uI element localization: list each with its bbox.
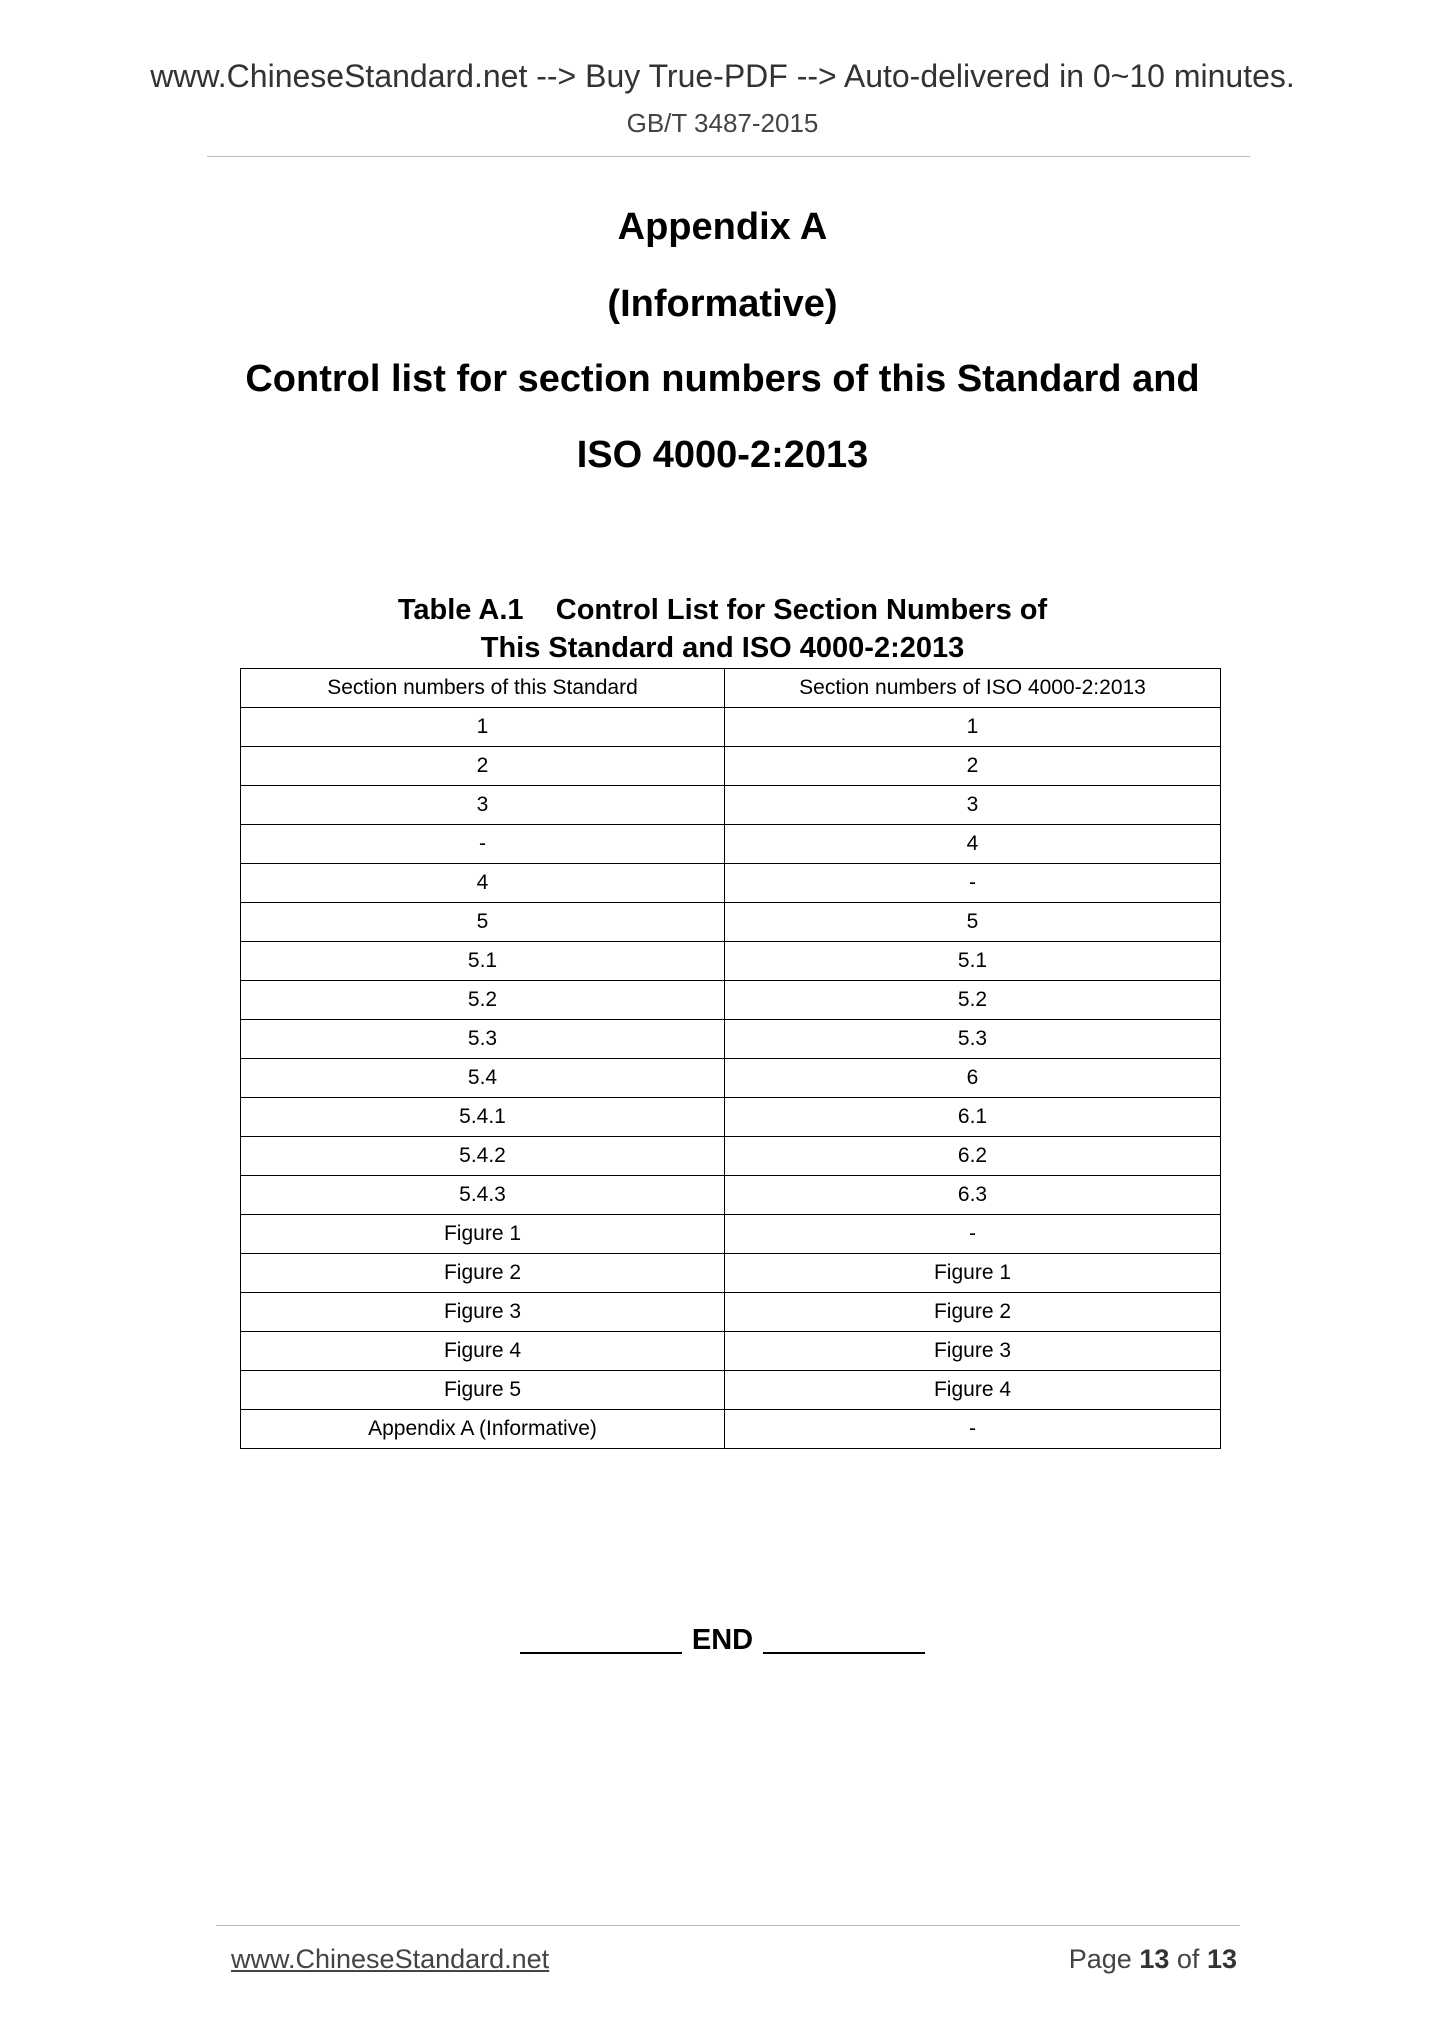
page-of: of [1176,1944,1200,1974]
cell-this-standard: 5.4.2 [241,1137,725,1176]
cell-this-standard: 2 [241,747,725,786]
cell-iso: 3 [725,786,1221,825]
cell-this-standard: 5.4.1 [241,1098,725,1137]
cell-iso: 1 [725,708,1221,747]
cell-iso: 4 [725,825,1221,864]
cell-this-standard: Appendix A (Informative) [241,1410,725,1449]
table-row [241,786,1221,825]
table-row [241,825,1221,864]
header-divider [207,156,1250,157]
end-label: END [691,1624,754,1656]
appendix-heading-line1: Control list for section numbers of this Standard and [245,358,1200,400]
cell-this-standard: 5.4.3 [241,1176,725,1215]
cell-iso: 2 [725,747,1221,786]
cell-iso: 6.2 [725,1137,1221,1176]
page-indicator [1069,1944,1237,1975]
end-rule-right [763,1652,925,1654]
table-row [241,1254,1221,1293]
cell-iso: Figure 3 [725,1332,1221,1371]
cell-iso: 5.2 [725,981,1221,1020]
appendix-type: (Informative) [607,283,838,325]
cell-this-standard: Figure 5 [241,1371,725,1410]
cell-this-standard: Figure 4 [241,1332,725,1371]
cell-this-standard: 1 [241,708,725,747]
column-header-iso: Section numbers of ISO 4000-2:2013 [725,669,1221,708]
cell-iso: Figure 1 [725,1254,1221,1293]
cell-iso: 5.1 [725,942,1221,981]
cell-this-standard: Figure 1 [241,1215,725,1254]
cell-this-standard: Figure 3 [241,1293,725,1332]
cell-this-standard: 5 [241,903,725,942]
table-row [241,864,1221,903]
top-banner: www.ChineseStandard.net --> Buy True-PDF --> Auto-delivered in 0~10 minutes. [150,58,1295,94]
table-row [241,1215,1221,1254]
footer-site-link[interactable]: www.ChineseStandard.net [231,1944,550,1974]
cell-this-standard: 5.4 [241,1059,725,1098]
table-row [241,1410,1221,1449]
cell-iso: Figure 2 [725,1293,1221,1332]
table-row [241,708,1221,747]
cell-this-standard: Figure 2 [241,1254,725,1293]
cell-iso: - [725,864,1221,903]
cell-this-standard: 3 [241,786,725,825]
table-row [241,1293,1221,1332]
table-row [241,1176,1221,1215]
end-rule-left [520,1652,682,1654]
cell-iso: - [725,1410,1221,1449]
cell-this-standard: - [241,825,725,864]
table-row [241,1098,1221,1137]
cell-iso: 5 [725,903,1221,942]
document-id: GB/T 3487-2015 [626,108,819,138]
appendix-title: Appendix A [617,206,828,248]
appendix-heading-line2: ISO 4000-2:2013 [576,434,869,476]
table-caption-line1: Table A.1 Control List for Section Numbers of [397,594,1048,626]
table-row [241,1371,1221,1410]
cell-iso: - [725,1215,1221,1254]
cell-this-standard: 5.2 [241,981,725,1020]
page-total: 13 [1206,1944,1237,1974]
cell-this-standard: 5.3 [241,1020,725,1059]
table-row [241,1059,1221,1098]
column-header-this-standard: Section numbers of this Standard [241,669,725,708]
table-row [241,1137,1221,1176]
table-row [241,747,1221,786]
cell-iso: 6 [725,1059,1221,1098]
cell-iso: 5.3 [725,1020,1221,1059]
table-row [241,1020,1221,1059]
table-row [241,981,1221,1020]
table-caption-line2: This Standard and ISO 4000-2:2013 [480,632,965,664]
page-prefix: Page [1068,1944,1132,1974]
cell-iso: 6.3 [725,1176,1221,1215]
footer-divider [216,1925,1240,1926]
end-marker [0,1624,1445,1657]
cell-iso: Figure 4 [725,1371,1221,1410]
table-row [241,903,1221,942]
table-row [241,1332,1221,1371]
table-header-row [241,669,1221,708]
table-row [241,942,1221,981]
cell-this-standard: 5.1 [241,942,725,981]
cell-iso: 6.1 [725,1098,1221,1137]
control-list-table [240,668,1221,1449]
cell-this-standard: 4 [241,864,725,903]
page-current: 13 [1139,1944,1170,1974]
